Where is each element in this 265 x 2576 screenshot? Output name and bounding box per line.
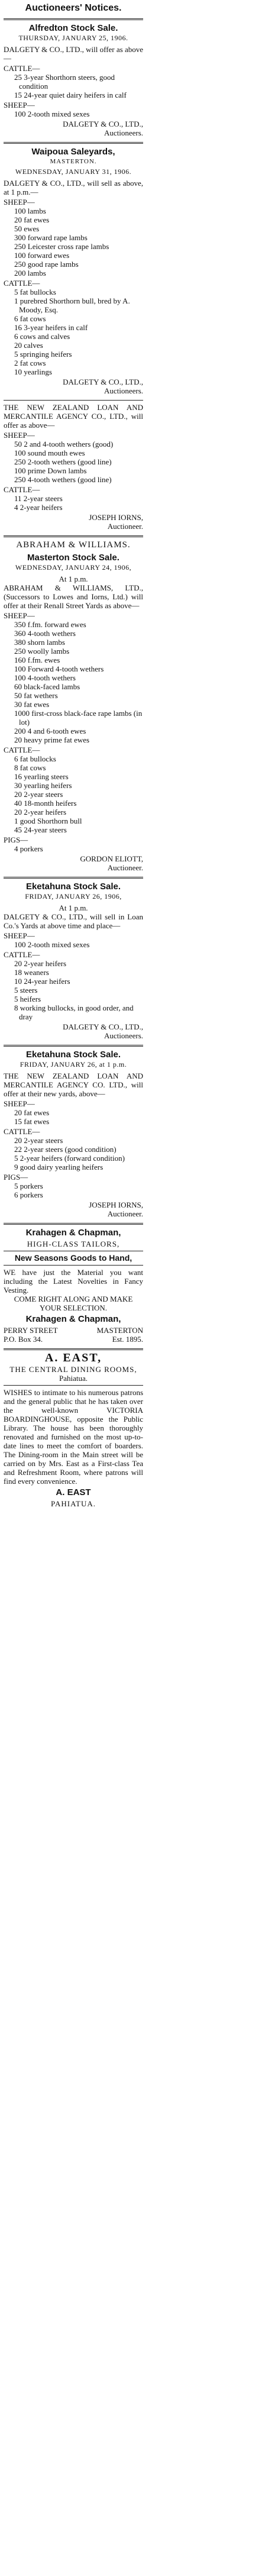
list-item: 200 lambs xyxy=(14,269,46,277)
section-label: SHEEP— xyxy=(4,198,35,206)
list-item: 350 f.fm. forward ewes xyxy=(14,620,86,629)
list-item: 60 black-faced lambs xyxy=(14,682,80,691)
town: Pahiatua. xyxy=(59,1374,88,1383)
section-label: PIGS— xyxy=(4,835,28,844)
list-item: 1 purebred Shorthorn bull, bred by A. Moody, Esq. xyxy=(14,296,130,314)
divider xyxy=(4,18,143,20)
list-item: 18 weaners xyxy=(14,968,49,977)
notice-date: WEDNESDAY, JANUARY 31, 1906. xyxy=(15,167,132,176)
signature-role: Auctioneers. xyxy=(104,1031,143,1040)
list-item: 4 porkers xyxy=(14,844,43,853)
signature-role: Auctioneers. xyxy=(104,128,143,137)
call-to-action: COME RIGHT ALONG AND MAKE xyxy=(14,1295,133,1303)
list-item: 8 fat cows xyxy=(14,763,46,772)
notice-lead: DALGETY & CO., LTD., will sell in Loan Co.'s Yards at above time and place— xyxy=(4,912,143,930)
section-label: CATTLE— xyxy=(4,485,40,494)
notice-nz-loan-masterton xyxy=(4,403,143,531)
section-label: SHEEP— xyxy=(4,611,35,620)
notice-abraham-williams xyxy=(4,541,143,872)
list-item: 8 working bullocks, in good order, and dray xyxy=(14,1003,134,1021)
proprietor-name: A. EAST, xyxy=(44,1351,102,1364)
signature: DALGETY & CO., LTD., xyxy=(63,120,143,128)
section-label: SHEEP— xyxy=(4,1099,35,1108)
list-item: 300 forward rape lambs xyxy=(14,233,88,242)
notice-date: THURSDAY, JANUARY 25, 1906. xyxy=(18,34,128,42)
section-label: CATTLE— xyxy=(4,1127,40,1136)
list-item: 16 3-year heifers in calf xyxy=(14,323,88,332)
list-item: 20 calves xyxy=(14,341,43,350)
list-item: 15 24-year quiet dairy heifers in calf xyxy=(14,91,127,99)
list-item: 1 good Shorthorn bull xyxy=(14,816,82,825)
list-item: 20 2-year heifers xyxy=(14,808,67,816)
list-item: 100 sound mouth ewes xyxy=(14,448,85,457)
section-label: PIGS— xyxy=(4,1173,28,1182)
firm-name: Krahagen & Chapman, xyxy=(25,1314,121,1324)
list-item: 6 porkers xyxy=(14,1190,43,1199)
notice-lead: DALGETY & CO., LTD., will offer as above— xyxy=(4,45,144,63)
list-item: 100 prime Down lambs xyxy=(14,466,87,475)
firm-name: ABRAHAM & WILLIAMS. xyxy=(16,540,131,550)
section-label: SHEEP— xyxy=(4,431,35,440)
signature: DALGETY & CO., LTD., xyxy=(63,1022,143,1031)
section-label: CATTLE— xyxy=(4,64,40,73)
advert-body: WISHES to intimate to his numerous patrons and the general public that he has taken over the well-known VICTORIA BOARDINGHOUSE, opposite the Public Library. The house has been thoroughly renovated and furnished on the most up-to-date lines to meet the comfort of boarders. The Dining-room in the Main street will be carried on by Mrs. East as a First-class Tea and Refreshment Room, where patrons will find every convenience. xyxy=(4,1388,143,1486)
notice-date: WEDNESDAY, JANUARY 24, 1906, xyxy=(15,563,132,572)
section-label: CATTLE— xyxy=(4,745,40,754)
list-item: 50 2 and 4-tooth wethers (good) xyxy=(14,440,114,448)
list-item: 20 2-year steers xyxy=(14,790,63,799)
notice-time: At 1 p.m. xyxy=(59,574,88,583)
business-name: THE CENTRAL DINING ROOMS, xyxy=(9,1365,137,1374)
list-item: 2 fat cows xyxy=(14,359,46,367)
list-item: 50 ewes xyxy=(14,224,40,233)
section-label: CATTLE— xyxy=(4,279,40,288)
signature-town: PAHIATUA. xyxy=(50,1499,96,1508)
list-item: 11 2-year steers xyxy=(14,494,63,503)
notice-time: At 1 p.m. xyxy=(59,903,88,912)
notice-waipoua xyxy=(4,147,143,395)
notice-title: Eketahuna Stock Sale. xyxy=(25,1050,121,1060)
address-row xyxy=(4,1326,143,1335)
divider xyxy=(4,877,143,879)
list-item: 380 shorn lambs xyxy=(14,638,65,647)
divider xyxy=(4,1348,143,1350)
list-item: 250 2-tooth wethers (good line) xyxy=(14,457,112,466)
notice-lead: ABRAHAM & WILLIAMS, LTD., (Successors to Lowes and Iorns, Ltd.) will offer at their Renall Street Yards as above— xyxy=(4,583,143,610)
notice-date: FRIDAY, JANUARY 26, 1906, xyxy=(25,892,122,900)
signature-role: Auctioneer. xyxy=(107,1209,143,1218)
list-item: 5 steers xyxy=(14,986,38,995)
list-item: 100 2-tooth mixed sexes xyxy=(14,940,90,949)
signature-role: Auctioneer. xyxy=(107,522,143,531)
signature: GORDON ELIOTT, xyxy=(80,854,143,863)
notice-lead: DALGETY & CO., LTD., will sell as above, at 1 p.m.— xyxy=(4,179,143,196)
list-item: 200 4 and 6-tooth ewes xyxy=(14,727,86,735)
divider xyxy=(4,142,143,144)
notice-title: Waipoua Saleyards, xyxy=(31,147,115,157)
list-item: 100 forward ewes xyxy=(14,251,70,260)
divider xyxy=(4,1385,143,1386)
established: Est. 1895. xyxy=(112,1335,143,1344)
divider xyxy=(4,1265,143,1266)
headline: New Seasons Goods to Hand, xyxy=(14,1253,132,1263)
list-item: 1000 first-cross black-face rape lambs (in lot) xyxy=(14,709,143,727)
list-item: 100 lambs xyxy=(14,206,46,215)
divider xyxy=(4,400,143,401)
town: MASTERTON xyxy=(96,1326,143,1335)
newspaper-column xyxy=(4,0,143,1513)
list-item: 160 f.fm. ewes xyxy=(14,656,60,664)
list-item: 20 2-year steers xyxy=(14,1136,63,1145)
list-item: 4 2-year heifers xyxy=(14,503,63,512)
notice-title: Alfredton Stock Sale. xyxy=(28,23,118,33)
list-item: 16 yearling steers xyxy=(14,772,69,781)
list-item: 360 4-tooth wethers xyxy=(14,629,76,638)
divider xyxy=(4,535,143,537)
divider xyxy=(4,1045,143,1047)
notice-subtitle: MASTERTON. xyxy=(50,158,97,165)
trade-line: HIGH-CLASS TAILORS, xyxy=(27,1239,120,1248)
section-label: SHEEP— xyxy=(4,931,35,940)
notice-lead: THE NEW ZEALAND LOAN AND MERCANTILE AGENCY CO. LTD., will offer at their new yards, above— xyxy=(4,1071,143,1098)
advert-a-east xyxy=(4,1351,143,1508)
list-item: 6 cows and calves xyxy=(14,332,70,341)
list-item: 250 4-tooth wethers (good line) xyxy=(14,475,112,484)
list-item: 250 Leicester cross rape lambs xyxy=(14,242,109,251)
notice-lead: THE NEW ZEALAND LOAN AND MERCANTILE AGENCY CO., LTD., will offer as above— xyxy=(4,403,143,430)
signature: JOSEPH IORNS, xyxy=(89,513,143,522)
po-box: P.O. Box 34. xyxy=(4,1335,43,1344)
list-item: 5 2-year heifers (forward condition) xyxy=(14,1154,125,1163)
signature-role: Auctioneers. xyxy=(104,386,143,395)
list-item: 100 2-tooth mixed sexes xyxy=(14,109,90,118)
street: PERRY STREET xyxy=(4,1326,58,1335)
list-item: 5 heifers xyxy=(14,995,41,1003)
list-item: 250 good rape lambs xyxy=(14,260,79,269)
list-item: 20 2-year heifers xyxy=(14,959,67,968)
divider xyxy=(4,1223,143,1225)
list-item: 20 fat ewes xyxy=(14,1108,50,1117)
list-item: 22 2-year steers (good condition) xyxy=(14,1145,117,1154)
signature: DALGETY & CO., LTD., xyxy=(63,377,143,386)
list-item: 6 fat bullocks xyxy=(14,754,56,763)
list-item: 9 good dairy yearling heifers xyxy=(14,1163,104,1171)
notice-eketahuna-dalgety xyxy=(4,882,143,1040)
notice-title: Eketahuna Stock Sale. xyxy=(25,882,121,892)
notice-eketahuna-nz-loan xyxy=(4,1050,143,1218)
call-to-action: YOUR SELECTION. xyxy=(39,1303,108,1312)
list-item: 15 fat ewes xyxy=(14,1117,50,1126)
list-item: 30 yearling heifers xyxy=(14,781,72,790)
signature: JOSEPH IORNS, xyxy=(89,1200,143,1209)
list-item: 20 fat ewes xyxy=(14,215,50,224)
list-item: 5 springing heifers xyxy=(14,350,72,359)
list-item: 45 24-year steers xyxy=(14,825,67,834)
list-item: 250 woolly lambs xyxy=(14,647,70,656)
notice-title: Masterton Stock Sale. xyxy=(27,553,119,563)
notice-alfredton xyxy=(4,24,143,137)
signature-role: Auctioneer. xyxy=(107,863,143,872)
list-item: 6 fat cows xyxy=(14,314,46,323)
list-item: 10 24-year heifers xyxy=(14,977,70,986)
list-item: 5 porkers xyxy=(14,1182,43,1190)
firm-name: Krahagen & Chapman, xyxy=(25,1228,121,1238)
list-item: 10 yearlings xyxy=(14,367,52,376)
list-item: 100 4-tooth wethers xyxy=(14,673,76,682)
list-item: 5 fat bullocks xyxy=(14,288,56,296)
notice-date: FRIDAY, JANUARY 26, at 1 p.m. xyxy=(20,1060,127,1069)
list-item: 30 fat ewes xyxy=(14,700,50,709)
advert-body: WE have just the Material you want including the Latest Novelties in Fancy Vesting. xyxy=(4,1268,143,1295)
advert-krahagen-chapman xyxy=(4,1228,143,1344)
list-item: 25 3-year Shorthorn steers, good condition xyxy=(14,73,115,91)
list-item: 50 fat wethers xyxy=(14,691,58,700)
contact-row xyxy=(4,1335,143,1344)
signature: A. EAST xyxy=(56,1487,91,1497)
section-label: SHEEP— xyxy=(4,101,35,109)
list-item: 100 Forward 4-tooth wethers xyxy=(14,664,104,673)
list-item: 20 heavy prime fat ewes xyxy=(14,735,90,744)
section-header: Auctioneers' Notices. xyxy=(25,3,122,13)
section-label: CATTLE— xyxy=(4,950,40,959)
list-item: 40 18-month heifers xyxy=(14,799,77,808)
